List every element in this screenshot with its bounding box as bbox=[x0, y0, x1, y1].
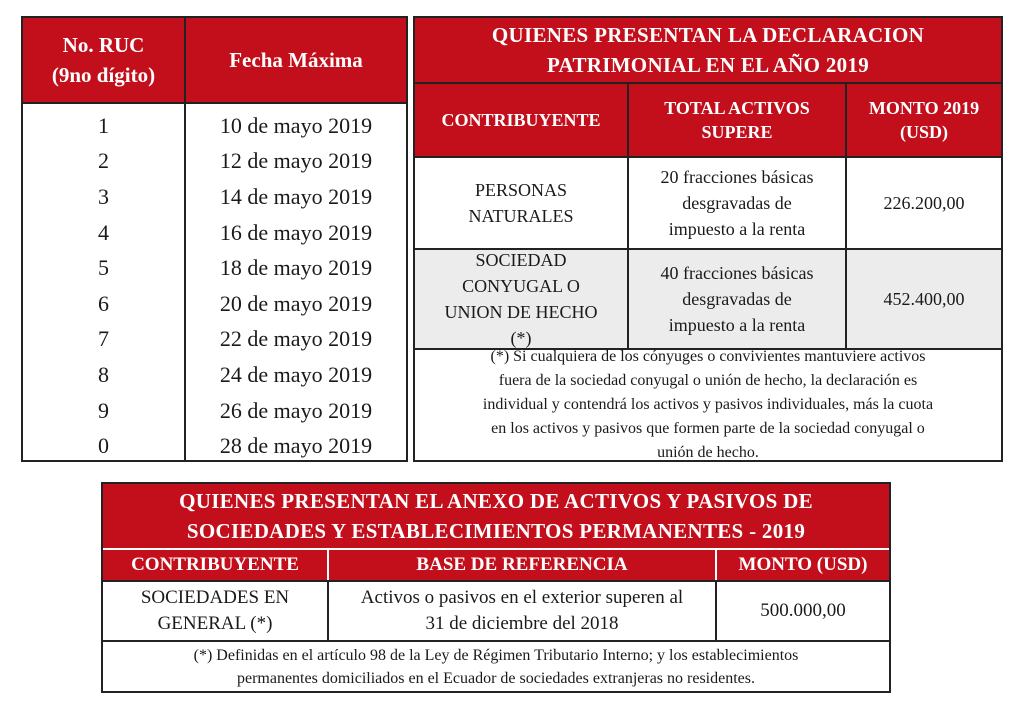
ruc-row bbox=[23, 322, 406, 358]
ruc-date: 18 de mayo 2019 bbox=[219, 255, 373, 281]
ruc-row bbox=[23, 108, 406, 144]
monto-cell bbox=[847, 250, 1001, 348]
ruc-row bbox=[23, 144, 406, 180]
contribuyente-header bbox=[103, 550, 327, 580]
footnote-line: unión de hecho. bbox=[657, 444, 759, 461]
footnote-line: fuera de la sociedad conyugal o unión de hecho, la declaración es bbox=[498, 372, 918, 389]
column-divider bbox=[715, 580, 717, 640]
declaracion-title-line: QUIENES PRESENTAN LA DECLARACION bbox=[491, 23, 925, 47]
activos-line: desgravadas de bbox=[682, 289, 792, 309]
monto-header bbox=[847, 84, 1001, 156]
column-divider bbox=[627, 84, 629, 348]
ruc-digit: 7 bbox=[98, 326, 109, 352]
anexo-activos-pasivos-table bbox=[101, 482, 891, 693]
contribuyente-line: (*) bbox=[510, 328, 532, 348]
monto-header-line: (USD) bbox=[899, 122, 948, 142]
anexo-title bbox=[103, 484, 889, 548]
ruc-date: 24 de mayo 2019 bbox=[219, 361, 373, 387]
ruc-digit: 6 bbox=[98, 290, 109, 316]
ruc-date: 10 de mayo 2019 bbox=[219, 112, 373, 138]
max-date-header bbox=[186, 18, 406, 102]
contribuyente-line: UNION DE HECHO bbox=[444, 302, 598, 322]
ruc-date: 14 de mayo 2019 bbox=[219, 183, 373, 209]
base-referencia-line: Activos o pasivos en el exterior superen al bbox=[360, 587, 684, 608]
monto-cell bbox=[847, 158, 1001, 248]
declaracion-footnote bbox=[415, 350, 1001, 460]
ruc-date: 26 de mayo 2019 bbox=[219, 397, 373, 423]
total-activos-header bbox=[629, 84, 845, 156]
ruc-row bbox=[23, 428, 406, 464]
activos-line: desgravadas de bbox=[682, 193, 792, 213]
contribuyente-line: NATURALES bbox=[468, 206, 574, 226]
ruc-row bbox=[23, 179, 406, 215]
ruc-date: 12 de mayo 2019 bbox=[219, 148, 373, 174]
ruc-digit: 0 bbox=[98, 433, 109, 459]
column-divider bbox=[845, 84, 847, 348]
declaracion-title-line: PATRIMONIAL EN EL AÑO 2019 bbox=[546, 53, 870, 77]
contribuyente-line: PERSONAS bbox=[474, 180, 567, 200]
ruc-date: 22 de mayo 2019 bbox=[219, 326, 373, 352]
ruc-row bbox=[23, 286, 406, 322]
activos-line: 40 fracciones básicas bbox=[660, 263, 814, 283]
ruc-digit: 2 bbox=[98, 148, 109, 174]
contribuyente-cell bbox=[103, 582, 327, 640]
monto-header-label: MONTO (USD) bbox=[738, 554, 868, 575]
footnote-line: (*) Si cualquiera de los cónyuges o convivientes mantuviere activos bbox=[490, 348, 926, 365]
ruc-digit: 8 bbox=[98, 361, 109, 387]
ruc-digit-header-line: (9no dígito) bbox=[51, 63, 156, 87]
contribuyente-line: SOCIEDADES EN bbox=[140, 587, 290, 608]
ruc-digit: 3 bbox=[98, 183, 109, 209]
ruc-digit-header-line: No. RUC bbox=[62, 33, 145, 57]
monto-value: 226.200,00 bbox=[883, 193, 965, 213]
declaracion-patrimonial-table bbox=[413, 16, 1003, 462]
footnote-line: permanentes domiciliados en el Ecuador de sociedades extranjeras no residentes. bbox=[236, 669, 755, 687]
ruc-row bbox=[23, 393, 406, 429]
monto-value: 452.400,00 bbox=[883, 289, 965, 309]
contribuyente-line: SOCIEDAD bbox=[475, 250, 567, 270]
activos-line: 20 fracciones básicas bbox=[660, 167, 814, 187]
header-divider bbox=[23, 102, 406, 104]
activos-line: impuesto a la renta bbox=[668, 219, 806, 239]
contribuyente-header bbox=[415, 84, 627, 156]
monto-value: 500.000,00 bbox=[760, 600, 846, 621]
total-activos-header-line: TOTAL ACTIVOS bbox=[664, 98, 810, 118]
max-date-header-label: Fecha Máxima bbox=[229, 48, 363, 72]
base-referencia-header-label: BASE DE REFERENCIA bbox=[416, 554, 628, 575]
declaracion-title bbox=[415, 18, 1001, 82]
ruc-row bbox=[23, 215, 406, 251]
base-referencia-line: 31 de diciembre del 2018 bbox=[425, 613, 619, 634]
activos-cell bbox=[629, 250, 845, 348]
footnote-line: en los activos y pasivos que formen parte de la sociedad conyugal o bbox=[491, 420, 925, 437]
footnote-line: (*) Definidas en el artículo 98 de la Ley de Régimen Tributario Interno; y los establecimientos bbox=[193, 646, 799, 664]
anexo-footnote bbox=[103, 642, 889, 691]
activos-line: impuesto a la renta bbox=[668, 315, 806, 335]
ruc-row bbox=[23, 357, 406, 393]
contribuyente-header-label: CONTRIBUYENTE bbox=[131, 554, 299, 575]
ruc-row bbox=[23, 250, 406, 286]
ruc-digit: 9 bbox=[98, 397, 109, 423]
monto-header-line: MONTO 2019 bbox=[868, 98, 980, 118]
contribuyente-line: GENERAL (*) bbox=[157, 613, 273, 634]
monto-cell bbox=[717, 582, 889, 640]
footnote-line: individual y contendrá los activos y pasivos individuales, más la cuota bbox=[482, 396, 934, 413]
anexo-title-line: QUIENES PRESENTAN EL ANEXO DE ACTIVOS Y PASIVOS DE bbox=[179, 489, 813, 513]
total-activos-header-line: SUPERE bbox=[701, 122, 773, 142]
ruc-digit: 4 bbox=[98, 219, 109, 245]
contribuyente-cell bbox=[415, 250, 627, 348]
ruc-digit-header bbox=[23, 18, 184, 102]
ruc-digit: 5 bbox=[98, 255, 109, 281]
ruc-date: 20 de mayo 2019 bbox=[219, 290, 373, 316]
contribuyente-header-label: CONTRIBUYENTE bbox=[441, 110, 601, 130]
monto-header bbox=[717, 550, 889, 580]
ruc-date: 28 de mayo 2019 bbox=[219, 433, 373, 459]
column-divider bbox=[327, 580, 329, 640]
contribuyente-cell bbox=[415, 158, 627, 248]
ruc-date: 16 de mayo 2019 bbox=[219, 219, 373, 245]
activos-cell bbox=[629, 158, 845, 248]
base-referencia-header bbox=[329, 550, 715, 580]
contribuyente-line: CONYUGAL O bbox=[462, 276, 580, 296]
ruc-digit: 1 bbox=[98, 112, 109, 138]
base-referencia-cell bbox=[329, 582, 715, 640]
ruc-deadline-table bbox=[21, 16, 408, 462]
anexo-title-line: SOCIEDADES Y ESTABLECIMIENTOS PERMANENTES - 2019 bbox=[186, 519, 806, 543]
